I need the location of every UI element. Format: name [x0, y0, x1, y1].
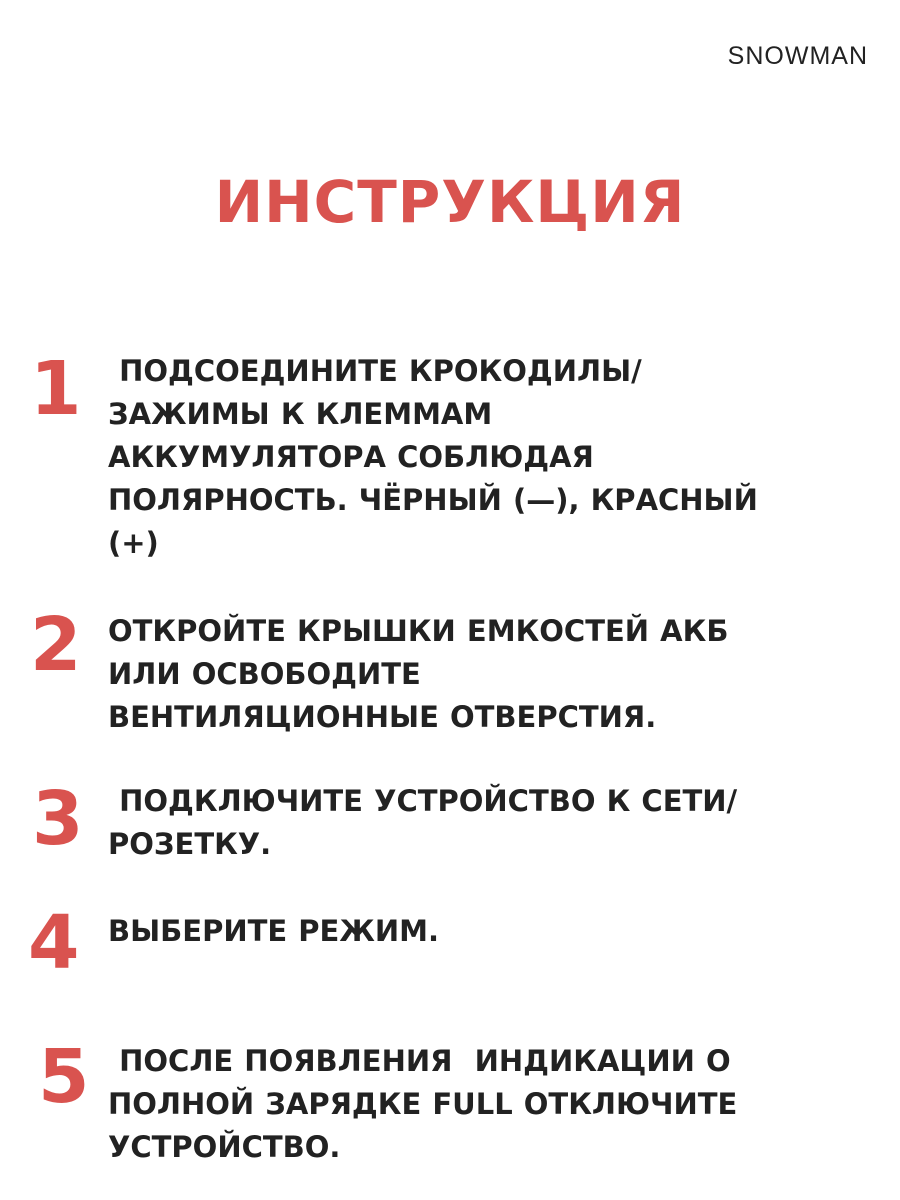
step-text: ОТКРОЙТЕ КРЫШКИ ЕМКОСТЕЙ АКБ ИЛИ ОСВОБОДИТЕ ВЕНТИЛЯЦИОННЫЕ ОТВЕРСТИЯ. — [108, 614, 729, 734]
step-number: 4 — [28, 900, 80, 986]
step-number: 1 — [30, 346, 82, 432]
step-number: 3 — [32, 776, 84, 862]
step-text: ПОДСОЕДИНИТЕ КРОКОДИЛЫ/ ЗАЖИМЫ К КЛЕММАМ АККУМУЛЯТОРА СОБЛЮДАЯ ПОЛЯРНОСТЬ. ЧЁРНЫЙ (—), КРАСНЫЙ (+) — [108, 354, 758, 560]
step-number: 5 — [38, 1034, 90, 1120]
step-text: ПОДКЛЮЧИТЕ УСТРОЙСТВО К СЕТИ/ РОЗЕТКУ. — [108, 784, 738, 861]
step-text: ПОСЛЕ ПОЯВЛЕНИЯ ИНДИКАЦИИ О ПОЛНОЙ ЗАРЯДКЕ FULL ОТКЛЮЧИТЕ УСТРОЙСТВО. — [108, 1044, 738, 1164]
page-title: ИНСТРУКЦИЯ — [214, 168, 686, 236]
step-text: ВЫБЕРИТЕ РЕЖИМ. — [108, 914, 439, 948]
brand-logo: SNOWMAN — [727, 42, 868, 70]
step-number: 2 — [30, 602, 82, 688]
